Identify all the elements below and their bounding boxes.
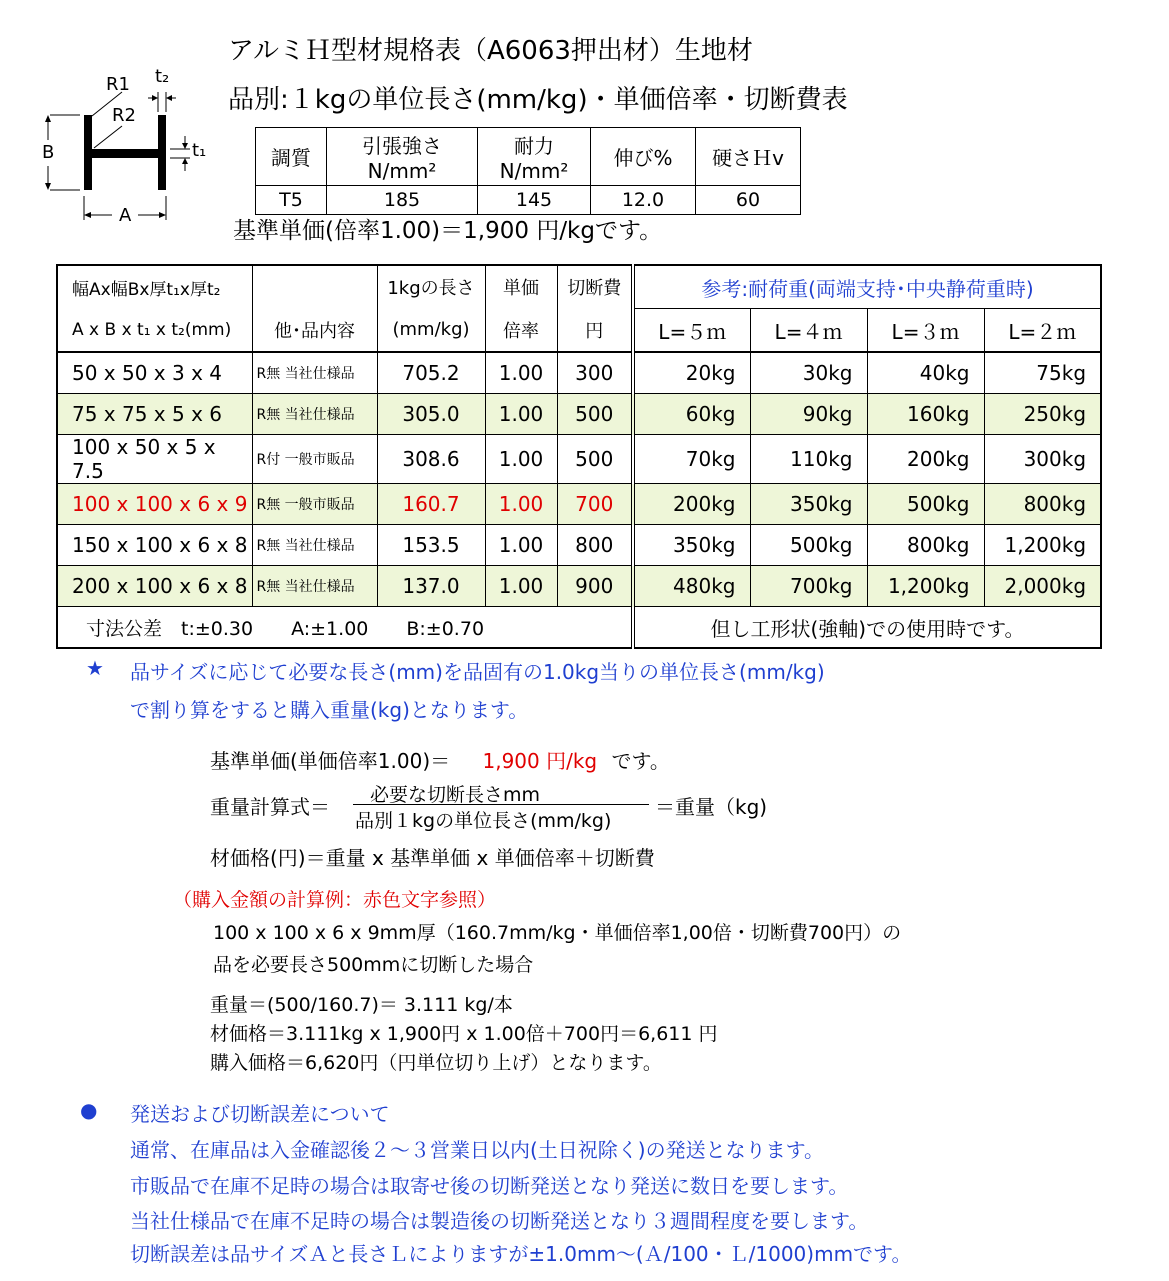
prop-value: 60 [696,186,801,215]
header-l2: L=２ｍ [984,309,1101,353]
cell-length: 705.2 [377,352,485,394]
cell-l3: 500kg [867,484,984,525]
cell-rate: 1.00 [485,394,557,435]
base-price-suffix: です。 [611,749,670,773]
cell-rate: 1.00 [485,435,557,484]
header-length: 1kgの長さ [377,265,485,309]
shipping-line: 切断誤差は品サイズＡと長さＬによりますが±1.0mm～(Ａ/100・Ｌ/1000)mmです。 [130,1242,912,1266]
table-row [57,352,1101,394]
cell-note: R無 当社仕様品 [252,394,377,435]
table-row [57,566,1101,607]
header-rate-sub: 倍率 [485,309,557,353]
cell-size: 50 x 50 x 3 x 4 [57,352,252,394]
cell-note: R無 当社仕様品 [252,566,377,607]
prop-header: 引張強さN/mm² [327,128,478,186]
cell-rate: 1.00 [485,525,557,566]
prop-header: 硬さＨv [696,128,801,186]
base-price-label: 基準単価(単価倍率1.00)＝ [210,749,451,773]
cell-rate: 1.00 [485,352,557,394]
label-t2: t₂ [155,66,170,87]
cell-l3: 800kg [867,525,984,566]
spec-table [56,264,1102,649]
tolerance-note: 寸法公差 t:±0.30 A:±1.00 B:±0.70 [57,607,633,649]
weight-result: ＝重量（kg) [655,795,768,819]
prop-value: 12.0 [591,186,696,215]
cell-cut: 800 [557,525,633,566]
prop-value: T5 [256,186,327,215]
fraction-line [353,804,649,805]
header-note-top [252,265,377,309]
prop-header: 伸び% [591,128,696,186]
cell-l2: 75kg [984,352,1101,394]
example-heading: （購入金額の計算例：赤色文字参照） [173,889,497,911]
cell-size: 75 x 75 x 5 x 6 [57,394,252,435]
bullet-icon: ● [80,1098,98,1122]
cell-note: R付 一般市販品 [252,435,377,484]
header-l3: L=３ｍ [867,309,984,353]
cell-l4: 110kg [750,435,867,484]
table-row [57,394,1101,435]
prop-header: 耐力N/mm² [478,128,591,186]
cell-cut: 300 [557,352,633,394]
label-a: A [119,205,132,226]
table-footer [57,607,1101,649]
header-reference: 参考:耐荷重(両端支持･中央静荷重時) [633,265,1101,309]
cell-l4: 90kg [750,394,867,435]
cell-length: 305.0 [377,394,485,435]
example-line-1: 100 x 100 x 6 x 9mm厚（160.7mm/kg・単価倍率1,00倍・切断費700円）の [213,922,902,944]
shipping-line: 当社仕様品で在庫不足時の場合は製造後の切断発送となり３週間程度を要します。 [130,1209,869,1233]
weight-numerator: 必要な切断長さmm [370,784,541,806]
example-calc-purchase: 購入価格＝6,620円（円単位切り上げ）となります。 [210,1052,662,1074]
cell-l3: 1,200kg [867,566,984,607]
cell-cut: 900 [557,566,633,607]
cell-l4: 700kg [750,566,867,607]
note-line-2: で割り算をすると購入重量(kg)となります。 [130,698,529,722]
cell-note: R無 一般市販品 [252,484,377,525]
cell-l5: 200kg [633,484,750,525]
cell-rate: 1.00 [485,566,557,607]
cell-l2: 2,000kg [984,566,1101,607]
page-title: アルミＨ型材規格表（A6063押出材）生地材 [228,36,753,66]
label-r2: R2 [112,105,136,126]
cell-l2: 800kg [984,484,1101,525]
example-calc-weight: 重量＝(500/160.7)＝ 3.111 kg/本 [210,994,513,1016]
cell-note: R無 当社仕様品 [252,525,377,566]
cell-l5: 70kg [633,435,750,484]
cell-l3: 40kg [867,352,984,394]
cell-note: R無 当社仕様品 [252,352,377,394]
prop-header: 調質 [256,128,327,186]
prop-value: 185 [327,186,478,215]
cell-rate: 1.00 [485,484,557,525]
shipping-heading: 発送および切断誤差について [130,1102,390,1126]
cell-cut: 500 [557,435,633,484]
header-l4: L=４ｍ [750,309,867,353]
cell-cut: 700 [557,484,633,525]
properties-table [255,127,801,215]
base-price-formula [210,745,670,774]
cell-l3: 200kg [867,435,984,484]
shipping-line: 通常、在庫品は入金確認後２～３営業日以内(土日祝除く)の発送となります。 [130,1138,825,1162]
weight-denominator: 品別１kgの単位長さ(mm/kg) [355,810,612,832]
price-formula: 材価格(円)＝重量 x 基準単価 x 単価倍率＋切断費 [210,846,655,870]
cell-length: 308.6 [377,435,485,484]
header-cut-unit: 円 [557,309,633,353]
usage-note: 但し工形状(強軸)での使用時です。 [633,607,1101,649]
example-line-2: 品を必要長さ500mmに切断した場合 [213,954,534,976]
star-icon: ★ [86,656,104,680]
cell-l5: 350kg [633,525,750,566]
weight-formula-label: 重量計算式＝ [210,795,330,819]
shipping-line: 市販品で在庫不足時の場合は取寄せ後の切断発送となり発送に数日を要します。 [130,1174,849,1198]
example-calc-material: 材価格＝3.111kg x 1,900円 x 1.00倍＋700円＝6,611 円 [210,1023,718,1045]
h-beam-diagram [40,66,230,230]
cell-size: 200 x 100 x 6 x 8 [57,566,252,607]
table-row [57,525,1101,566]
cell-l3: 160kg [867,394,984,435]
cell-l4: 30kg [750,352,867,394]
header-cut: 切断費 [557,265,633,309]
cell-cut: 500 [557,394,633,435]
header-size-sub: A x B x t₁ x t₂(mm) [57,309,252,353]
cell-l5: 480kg [633,566,750,607]
cell-size: 100 x 50 x 5 x 7.5 [57,435,252,484]
cell-l2: 250kg [984,394,1101,435]
cell-l2: 300kg [984,435,1101,484]
cell-size: 100 x 100 x 6 x 9 [57,484,252,525]
cell-l2: 1,200kg [984,525,1101,566]
header-length-unit: (mm/kg) [377,309,485,353]
label-r1: R1 [106,74,130,95]
table-row [57,435,1101,484]
cell-l5: 60kg [633,394,750,435]
header-note: 他･品内容 [252,309,377,353]
cell-size: 150 x 100 x 6 x 8 [57,525,252,566]
base-price-value: 1,900 円/kg [482,749,598,773]
base-price-line: 基準単価(倍率1.00)＝1,900 円/kgです。 [233,218,663,244]
cell-length: 153.5 [377,525,485,566]
prop-value: 145 [478,186,591,215]
label-t1: t₁ [192,140,207,161]
label-b: B [42,142,55,163]
note-line-1: 品サイズに応じて必要な長さ(mm)を品固有の1.0kg当りの単位長さ(mm/kg) [130,660,825,684]
cell-l4: 350kg [750,484,867,525]
cell-l4: 500kg [750,525,867,566]
page-subtitle: 品別:１kgの単位長さ(mm/kg)・単価倍率・切断費表 [228,85,848,115]
table-row-highlighted [57,484,1101,525]
header-l5: L=５ｍ [633,309,750,353]
header-size: 幅Ax幅Bx厚t₁x厚t₂ [57,265,252,309]
header-rate: 単価 [485,265,557,309]
cell-length: 160.7 [377,484,485,525]
cell-length: 137.0 [377,566,485,607]
cell-l5: 20kg [633,352,750,394]
